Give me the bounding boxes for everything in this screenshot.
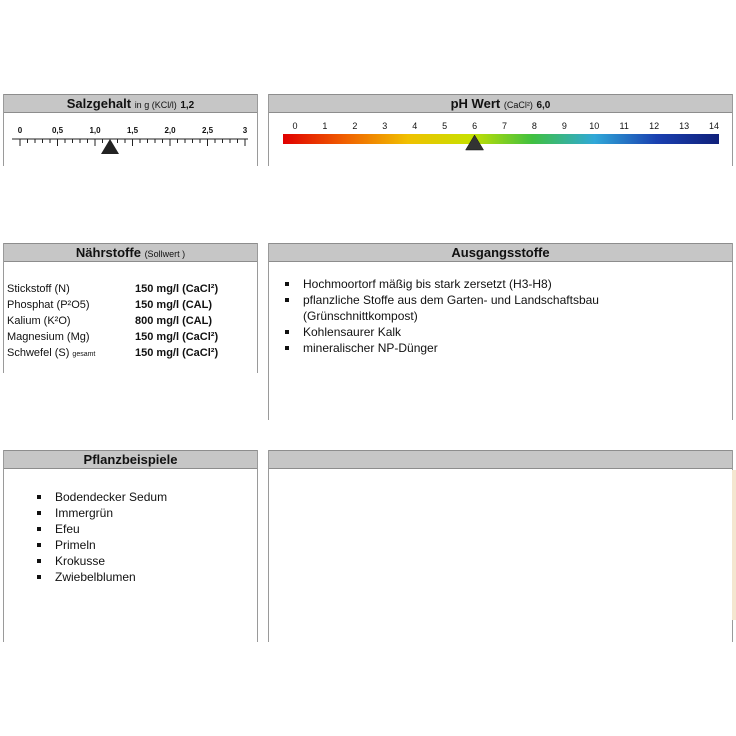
list-item: Bodendecker Sedum (35, 489, 250, 505)
salt-tick-label: 3 (242, 126, 248, 135)
edge-strip (732, 470, 736, 620)
list-item: Immergrün (35, 505, 250, 521)
list-item: Efeu (35, 521, 250, 537)
list-item: Krokusse (35, 553, 250, 569)
ph-tick-label: 5 (442, 121, 448, 131)
list-item (283, 292, 723, 324)
list-item: Primeln (35, 537, 250, 553)
nutrient-name: Magnesium (Mg) (7, 331, 90, 343)
list-item-continuation: (Grünschnittkompost) (303, 309, 418, 323)
list-item-text: pflanzliche Stoffe aus dem Garten- und Landschaftsbau (303, 293, 599, 307)
nutrient-name-suffix: gesamt (72, 351, 96, 358)
empty-panel (268, 450, 733, 642)
ph-tick-label: 2 (352, 121, 358, 131)
naehrstoffe-subtitle: (Sollwert ) (144, 249, 186, 259)
naehrstoffe-header (4, 243, 257, 262)
nutrient-name: Stickstoff (N) (7, 283, 70, 295)
salt-tick-label: 1,5 (126, 126, 139, 135)
ph-tick-label: 9 (561, 121, 567, 131)
nutrient-value: 800 mg/l (CAL) (135, 315, 213, 327)
pflanzbeispiele-header (4, 450, 257, 469)
salt-tick-label: 1,0 (89, 126, 101, 135)
ph-unit: (CaCl²) (503, 100, 533, 110)
naehrstoffe-panel (3, 243, 258, 373)
ph-tick-label: 1 (322, 121, 328, 131)
nutrient-value: 150 mg/l (CaCl²) (135, 283, 219, 295)
ph-value: 6,0 (536, 100, 551, 111)
ausgangsstoffe-panel (268, 243, 733, 420)
nutrient-name (7, 345, 95, 363)
salt-tick-label: 0 (17, 126, 23, 135)
ph-tick-label: 6 (472, 121, 478, 131)
list-item: Hochmoortorf mäßig bis stark zersetzt (H3-H8) (283, 276, 723, 292)
ph-panel (268, 94, 733, 166)
nutrient-name-main: Schwefel (S) (7, 347, 70, 359)
pflanzbeispiele-panel (3, 450, 258, 642)
naehrstoffe-title: Nährstoffe (75, 245, 141, 260)
list-item: Kohlensaurer Kalk (283, 324, 723, 340)
salt-panel (3, 94, 258, 166)
salt-unit: in g (KCl/l) (134, 100, 177, 110)
salt-tick-label: 0,5 (51, 126, 64, 135)
ph-tick-label: 4 (412, 121, 418, 131)
ph-tick-label: 12 (649, 121, 660, 131)
salt-marker (101, 139, 119, 154)
ph-tick-label: 10 (589, 121, 600, 131)
ph-scale (269, 114, 732, 166)
nutrient-name: Phosphat (P²O5) (7, 299, 90, 311)
ph-color-bar (283, 134, 719, 144)
ausgangsstoffe-list (283, 276, 723, 356)
pflanzbeispiele-list (35, 489, 250, 585)
ph-header (269, 94, 732, 113)
list-item: Zwiebelblumen (35, 569, 250, 585)
salt-value: 1,2 (180, 100, 195, 111)
ph-tick-label: 13 (679, 121, 690, 131)
ph-tick-label: 11 (619, 121, 629, 131)
ph-tick-label: 8 (531, 121, 537, 131)
salt-scale (4, 114, 257, 166)
ph-tick-label: 3 (382, 121, 388, 131)
ausgangsstoffe-header (269, 243, 732, 262)
nutrient-value: 150 mg/l (CaCl²) (135, 347, 219, 359)
nutrient-name: Kalium (K²O) (7, 315, 71, 327)
salt-tick-label: 2,5 (201, 126, 214, 135)
salt-header (4, 94, 257, 113)
list-item: mineralischer NP-Dünger (283, 340, 723, 356)
salt-title: Salzgehalt (66, 96, 132, 111)
nutrient-value: 150 mg/l (CaCl²) (135, 331, 219, 343)
pflanzbeispiele-title: Pflanzbeispiele (83, 452, 178, 467)
ph-tick-label: 7 (501, 121, 508, 131)
ausgangsstoffe-title: Ausgangsstoffe (451, 245, 550, 260)
empty-panel-header (269, 450, 732, 469)
ph-tick-label: 14 (708, 121, 720, 131)
salt-tick-label: 2,0 (164, 126, 176, 135)
ph-tick-label: 0 (292, 121, 298, 131)
ph-title: pH Wert (450, 96, 501, 111)
nutrient-value: 150 mg/l (CAL) (135, 299, 213, 311)
